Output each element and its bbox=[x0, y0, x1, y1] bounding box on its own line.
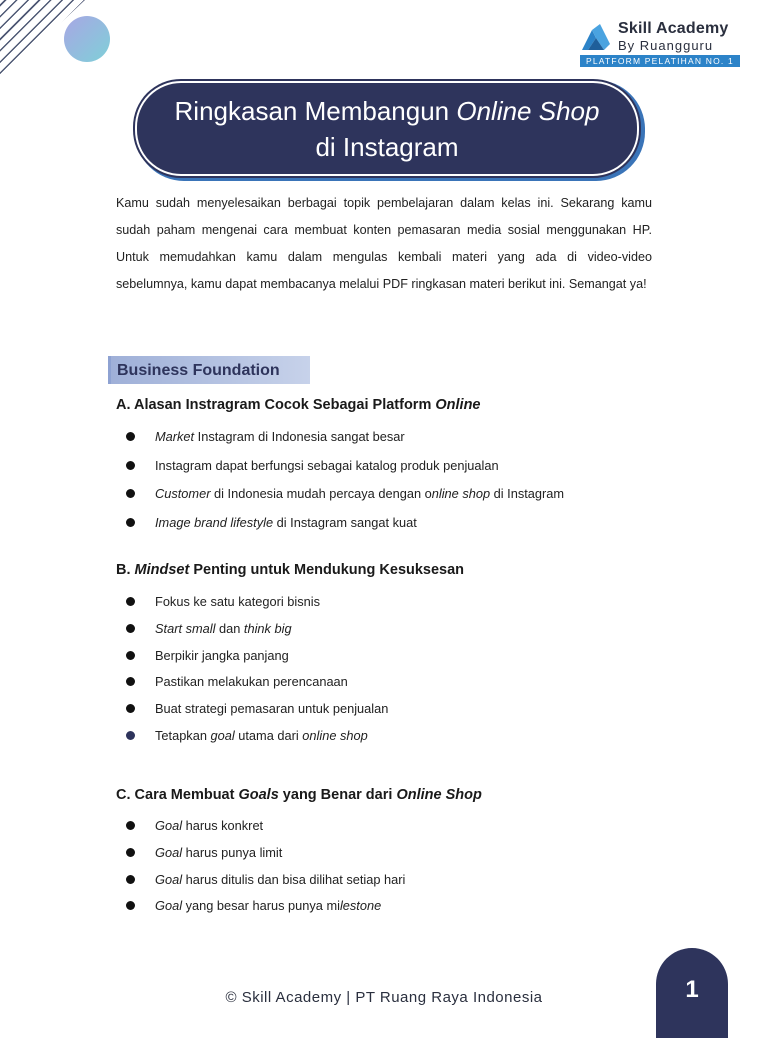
bullet-icon bbox=[126, 731, 135, 740]
bullet-icon bbox=[126, 489, 135, 498]
text-run: Goal bbox=[155, 871, 183, 887]
bullet-icon bbox=[126, 518, 135, 527]
list-item bbox=[126, 726, 388, 753]
text-run: Penting untuk Mendukung Kesuksesan bbox=[189, 562, 465, 578]
skill-academy-logo bbox=[580, 20, 740, 68]
text-run: Goal bbox=[155, 818, 183, 833]
text-run: harus ditulis dan bisa dilihat setiap hari bbox=[182, 871, 406, 887]
text-run: Instagram dapat berfungsi sebagai katalog produk penjualan bbox=[155, 457, 499, 473]
section-c-list bbox=[126, 816, 405, 923]
list-item bbox=[126, 513, 564, 542]
page-title bbox=[135, 81, 639, 176]
text-run: Mindset bbox=[134, 562, 190, 578]
text-run: lestone bbox=[339, 898, 382, 914]
text-run: Fokus ke satu kategori bisnis bbox=[155, 594, 321, 609]
bullet-icon bbox=[126, 461, 135, 470]
text-run: yang Benar dari bbox=[278, 787, 397, 803]
list-item bbox=[126, 619, 388, 646]
text-run: Goal bbox=[155, 844, 183, 860]
title-line-1 bbox=[137, 93, 637, 129]
section-label: Business Foundation bbox=[108, 356, 310, 384]
text-run: Pastikan melakukan perencanaan bbox=[155, 674, 348, 690]
text-run: di Instagram sangat kuat bbox=[273, 514, 417, 530]
text-run: goal bbox=[210, 727, 235, 743]
section-a-heading bbox=[116, 397, 481, 413]
list-item bbox=[126, 672, 388, 699]
text-run: Goal bbox=[155, 898, 183, 914]
footer-text: © Skill Academy | PT Ruang Raya Indonesia bbox=[225, 989, 543, 1006]
intro-paragraph: Kamu sudah menyelesaikan berbagai topik pembelajaran dalam kelas ini. Sekarang kamu sudah paham mengenai cara membuat konten pemasaran media sosial menggunakan HP. Untuk memudahkan kamu dalam mengulas kembali materi yang ada di video-video sebelumnya, kamu dapat membacanya melalui PDF ringkasan materi berikut ini. Semangat ya! bbox=[116, 196, 652, 291]
text-run: Start small bbox=[155, 620, 216, 636]
list-item bbox=[126, 646, 388, 673]
bullet-icon bbox=[126, 821, 135, 830]
bullet-icon bbox=[126, 651, 135, 660]
list-item bbox=[126, 456, 564, 485]
bullet-icon bbox=[126, 597, 135, 606]
section-b-list bbox=[126, 592, 388, 753]
list-item bbox=[126, 699, 388, 726]
text-run: Buat strategi pemasaran untuk penjualan bbox=[155, 701, 389, 717]
text-run: online shop bbox=[302, 727, 368, 743]
bullet-icon bbox=[126, 848, 135, 857]
text-run: yang besar harus punya mi bbox=[182, 898, 340, 914]
text-run: nline shop bbox=[431, 486, 491, 501]
text-run: Tetapkan bbox=[155, 727, 211, 743]
title-line-1-plain: Ringkasan Membangun bbox=[174, 95, 457, 126]
bullet-icon bbox=[126, 432, 135, 441]
bullet-icon bbox=[126, 624, 135, 633]
logo-tagline: PLATFORM PELATIHAN NO. 1 bbox=[580, 55, 740, 67]
section-b-heading bbox=[116, 562, 464, 578]
list-item bbox=[126, 484, 564, 513]
text-run: Instagram di Indonesia sangat besar bbox=[194, 429, 405, 444]
section-c-heading bbox=[116, 787, 482, 803]
text-run: Customer bbox=[155, 486, 211, 501]
skill-academy-logo-icon bbox=[580, 24, 612, 52]
text-run: dan bbox=[215, 620, 244, 636]
list-item bbox=[126, 592, 388, 619]
text-run: Market bbox=[155, 429, 195, 444]
page-number: 1 bbox=[656, 948, 728, 1038]
text-run: think big bbox=[243, 620, 292, 636]
title-line-1-italic: Online Shop bbox=[456, 95, 600, 126]
bullet-icon bbox=[126, 901, 135, 910]
text-run: A. Alasan Instragram Cocok Sebagai Platform bbox=[116, 397, 436, 413]
list-item bbox=[126, 816, 405, 843]
logo-title: Skill Academy bbox=[618, 20, 729, 37]
text-run: Online Shop bbox=[396, 787, 482, 803]
title-line-2: di Instagram bbox=[315, 131, 459, 162]
text-run: harus punya limit bbox=[182, 844, 283, 860]
logo-subtitle: By Ruangguru bbox=[618, 38, 714, 53]
list-item bbox=[126, 843, 405, 870]
text-run: Berpikir jangka panjang bbox=[155, 647, 289, 663]
list-item bbox=[126, 896, 405, 923]
text-run: di Instagram bbox=[490, 486, 565, 501]
section-a-list bbox=[126, 427, 564, 541]
text-run: harus konkret bbox=[182, 818, 264, 833]
text-run: di Indonesia mudah percaya dengan o bbox=[210, 486, 432, 501]
text-run: Online bbox=[435, 397, 481, 413]
bullet-icon bbox=[126, 875, 135, 884]
list-item bbox=[126, 870, 405, 897]
text-run: B. bbox=[116, 562, 135, 578]
text-run: C. Cara Membuat bbox=[116, 787, 239, 803]
bullet-icon bbox=[126, 704, 135, 713]
text-run: Image brand lifestyle bbox=[155, 514, 274, 530]
text-run: Goals bbox=[238, 787, 279, 803]
bullet-icon bbox=[126, 677, 135, 686]
list-item bbox=[126, 427, 564, 456]
gradient-circle-decoration bbox=[64, 16, 110, 62]
text-run: utama dari bbox=[234, 727, 303, 743]
